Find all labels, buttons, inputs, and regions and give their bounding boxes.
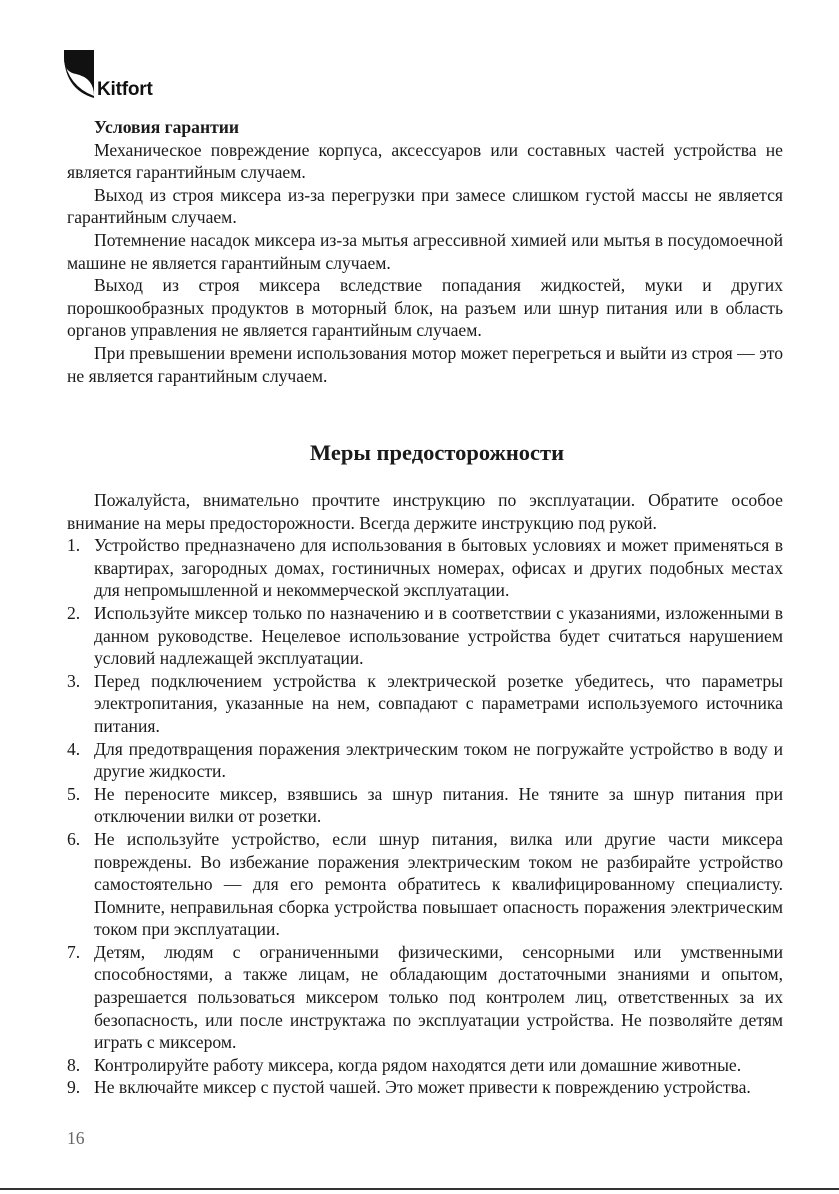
list-item <box>67 670 783 738</box>
item-number: 8. <box>67 1054 81 1075</box>
warranty-paragraph: Выход из строя миксера вследствие попадания жидкостей, муки и других порошкообразных продуктов в моторный блок, на разъем или шнур питания или в область органов управления не является гарантийным случаем. <box>67 275 783 341</box>
warranty-heading: Условия гарантии <box>94 117 240 137</box>
item-text: Перед подключением устройства к электрической розетке убедитесь, что параметры электропитания, указанные на нем, совпадают с параметрами используемого источника питания. <box>94 670 783 736</box>
list-item <box>67 828 783 941</box>
item-number: 7. <box>67 941 81 962</box>
item-text: Не переносите миксер, взявшись за шнур питания. Не тяните за шнур питания при отключении вилки от розетки. <box>94 783 783 827</box>
brand-logo-icon <box>64 50 94 100</box>
item-number: 1. <box>67 535 81 556</box>
precautions-heading: Меры предосторожности <box>309 440 565 465</box>
item-number: 9. <box>67 1077 81 1098</box>
list-item <box>67 783 783 828</box>
item-number: 3. <box>67 670 81 691</box>
brand-name: Kitfort <box>97 79 153 100</box>
item-text: Для предотвращения поражения электрическим током не погружайте устройство в воду и другие жидкости. <box>94 738 783 782</box>
list-item <box>67 738 783 783</box>
item-number: 4. <box>67 738 81 759</box>
warranty-section <box>67 116 783 387</box>
item-number: 6. <box>67 828 81 849</box>
warranty-paragraph: Потемнение насадок миксера из-за мытья агрессивной химией или мытья в посудомоечной машине не является гарантийным случаем. <box>67 229 783 273</box>
warranty-paragraph: Механическое повреждение корпуса, аксессуаров или составных частей устройства не является гарантийным случаем. <box>67 139 783 183</box>
item-text: Не включайте миксер с пустой чашей. Это может привести к повреждению устройства. <box>94 1077 751 1098</box>
item-text: Используйте миксер только по назначению и в соответствии с указаниями, изложенными в данном руководстве. Нецелевое использование устройства будет считаться нарушением условий надлежащей эксплуатации. <box>94 602 783 669</box>
list-item <box>67 1054 783 1077</box>
item-text: Контролируйте работу миксера, когда рядом находятся дети или домашние животные. <box>94 1054 742 1075</box>
item-number: 2. <box>67 602 81 623</box>
list-item <box>67 1076 783 1099</box>
warranty-paragraph: При превышении времени использования мотор может перегреться и выйти из строя — это не является гарантийным случаем. <box>67 342 783 386</box>
warranty-paragraph: Выход из строя миксера из-за перегрузки при замесе слишком густой массы не является гарантийным случаем. <box>67 184 783 228</box>
list-item <box>67 602 783 670</box>
precautions-list <box>67 534 783 1099</box>
brand-logo <box>64 50 174 102</box>
precautions-section <box>67 489 783 1099</box>
list-item <box>67 534 783 602</box>
item-text: Детям, людям с ограниченными физическими, сенсорными или умственными способностями, а также лицам, не обладающим достаточными знаниями и опытом, разрешается пользоваться миксером только под контролем лиц, ответственных за их безопасность, или после инструктажа по эксплуатации устройства. Не позволяйте детям играть с миксером. <box>94 941 783 1053</box>
page-bottom-divider <box>0 1188 839 1190</box>
item-number: 5. <box>67 783 81 804</box>
item-text: Не используйте устройство, если шнур питания, вилка или другие части миксера повреждены. Во избежание поражения электрическим током не разбирайте устройство самостоятельно — для его ремонта обратитесь к квалифицированному специалисту. Помните, неправильная сборка устройства повышает опасность поражения электрическим током при эксплуатации. <box>94 828 783 940</box>
item-text: Устройство предназначено для использования в бытовых условиях и может применяться в квартирах, загородных домах, гостиничных номерах, офисах и других подобных местах для непромышленной и некоммерческой эксплуатации. <box>94 535 783 601</box>
page-number: 16 <box>67 1128 85 1148</box>
list-item <box>67 941 783 1054</box>
precautions-intro: Пожалуйста, внимательно прочтите инструкцию по эксплуатации. Обратите особое внимание на меры предосторожности. Всегда держите инструкцию под рукой. <box>67 490 783 533</box>
